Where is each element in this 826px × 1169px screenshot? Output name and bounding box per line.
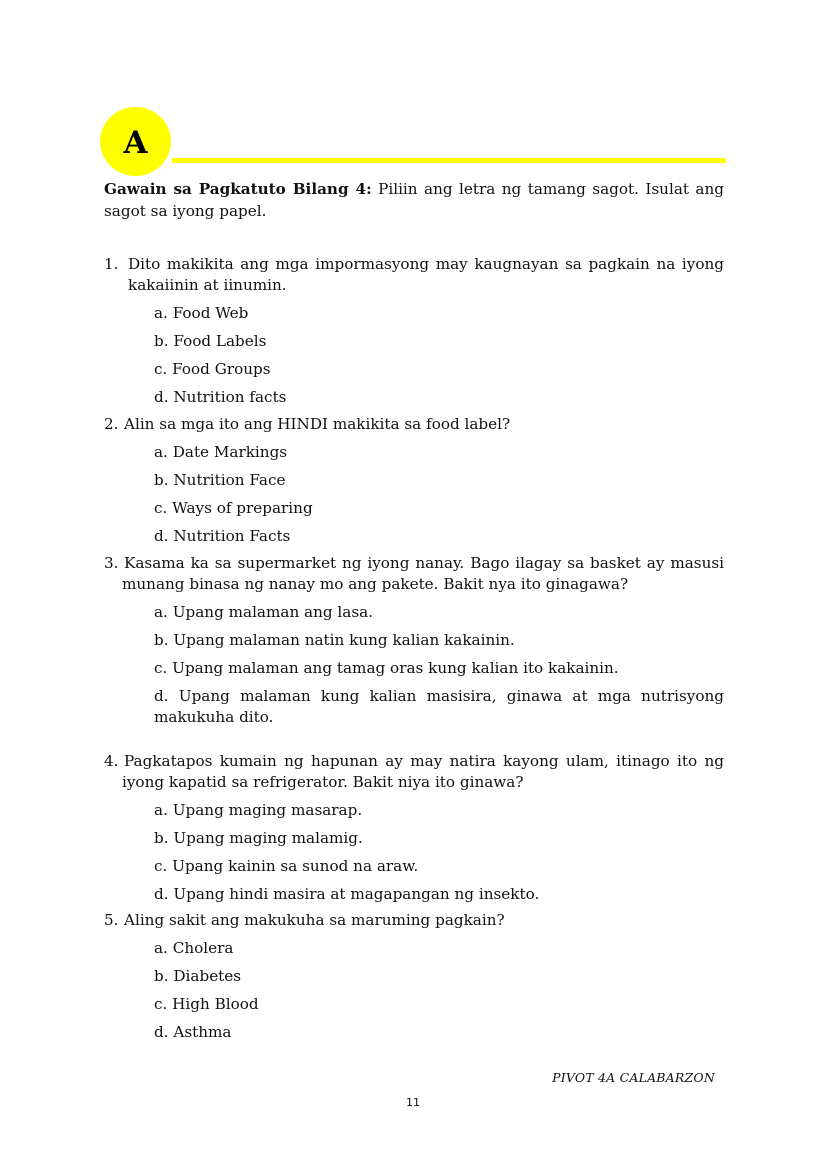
section-badge <box>100 107 171 176</box>
question-stem <box>104 553 724 595</box>
answer-option: d. Nutrition facts <box>154 388 287 406</box>
answer-option: b. Upang maging malamig. <box>154 829 363 847</box>
question-4 <box>104 751 724 908</box>
answer-option: b. Nutrition Face <box>154 471 286 489</box>
answer-option: c. Ways of preparing <box>154 499 313 517</box>
instructions <box>104 178 724 222</box>
question-5 <box>104 910 724 1046</box>
question-number: 1. <box>104 255 119 273</box>
question-text: Alin sa mga ito ang HINDI makikita sa food label? <box>124 415 511 433</box>
footer-source: PIVOT 4A CALABARZON <box>552 1070 715 1085</box>
question-text: Dito makikita ang mga impormasyong may kaugnayan sa pagkain na iyong kakaiinin at iinumin. <box>128 255 724 294</box>
section-divider <box>172 158 726 163</box>
answer-option: c. Food Groups <box>154 360 271 378</box>
question-stem <box>104 254 724 296</box>
answer-option: a. Upang malaman ang lasa. <box>154 603 374 621</box>
question-stem <box>104 414 724 435</box>
question-stem <box>104 910 724 931</box>
activity-title: Gawain sa Pagkatuto Bilang 4: <box>104 180 372 198</box>
answer-option: b. Diabetes <box>154 967 242 985</box>
question-1 <box>104 254 724 411</box>
answer-option: c. High Blood <box>154 995 259 1013</box>
answer-option: c. Upang kainin sa sunod na araw. <box>154 857 419 875</box>
question-number: 2. <box>104 415 119 433</box>
answer-option: d. Upang malaman kung kalian masisira, ginawa at mga nutrisyong makukuha dito. <box>154 687 724 726</box>
answer-option: b. Upang malaman natin kung kalian kakainin. <box>154 631 515 649</box>
question-number: 5. <box>104 911 119 929</box>
answer-option: b. Food Labels <box>154 332 267 350</box>
answer-option: a. Upang maging masarap. <box>154 801 363 819</box>
question-2 <box>104 414 724 550</box>
page-number: 11 <box>406 1096 420 1109</box>
question-text: Kasama ka sa supermarket ng iyong nanay. Bago ilagay sa basket ay masusi munang binasa ng nanay mo ang pakete. Bakit nya ito ginagawa? <box>122 554 724 593</box>
instruction-text: Piliin ang letra ng tamang sagot. Isulat ang sagot sa iyong papel. <box>104 180 724 220</box>
question-number: 4. <box>104 752 119 770</box>
answer-option: d. Upang hindi masira at magapangan ng insekto. <box>154 885 540 903</box>
answer-option: a. Date Markings <box>154 443 288 461</box>
answer-option: a. Food Web <box>154 304 249 322</box>
question-3 <box>104 553 724 728</box>
question-text: Pagkatapos kumain ng hapunan ay may natira kayong ulam, itinago ito ng iyong kapatid sa refrigerator. Bakit niya ito ginawa? <box>122 752 724 791</box>
question-stem <box>104 751 724 793</box>
section-badge-letter: A <box>123 124 148 161</box>
answer-option: d. Asthma <box>154 1023 232 1041</box>
answer-option: c. Upang malaman ang tamag oras kung kalian ito kakainin. <box>154 659 619 677</box>
question-number: 3. <box>104 554 119 572</box>
question-text: Aling sakit ang makukuha sa maruming pagkain? <box>124 911 505 929</box>
answer-option: a. Cholera <box>154 939 234 957</box>
answer-option: d. Nutrition Facts <box>154 527 291 545</box>
